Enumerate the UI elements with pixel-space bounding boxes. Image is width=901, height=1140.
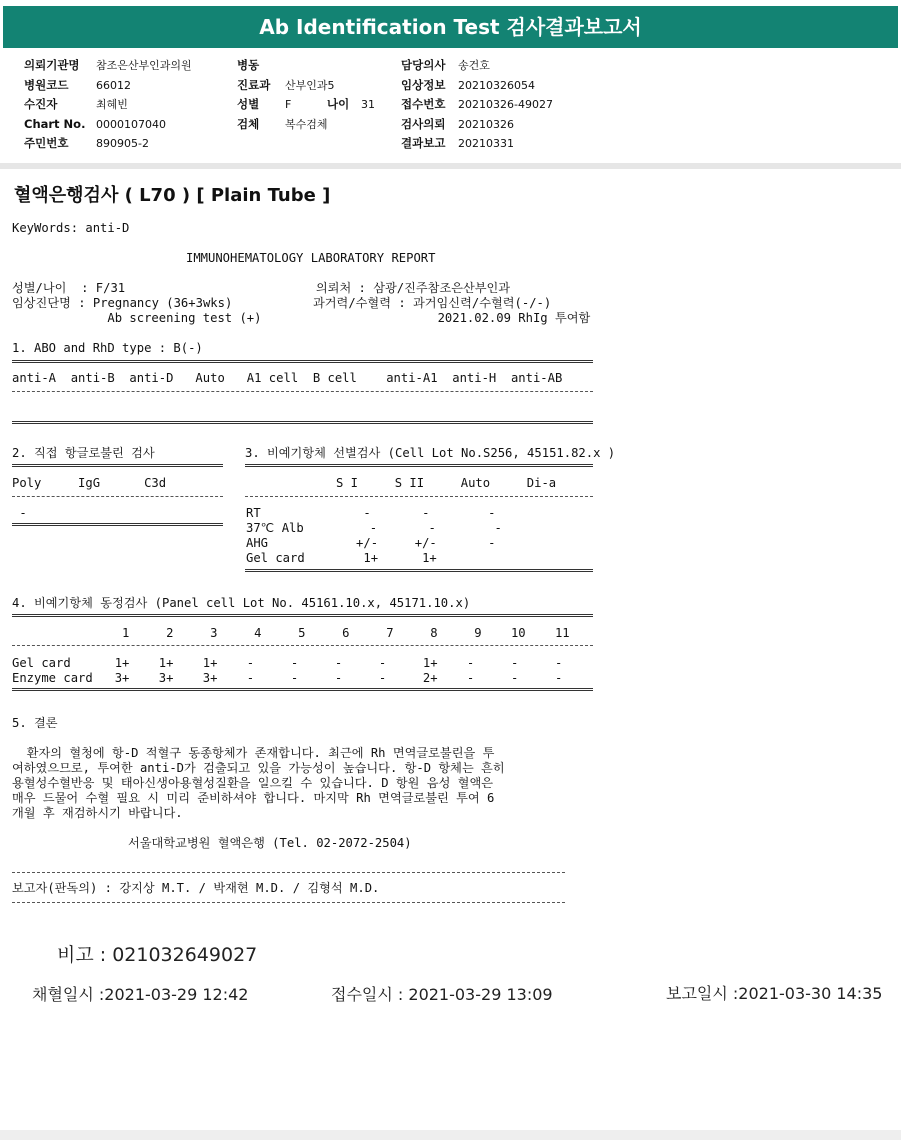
field-value: 산부인과5	[285, 78, 335, 92]
panel-row: Gel card 1+ 1+ 1+ - - - - 1+ - - -	[12, 656, 563, 670]
field-value: F	[285, 98, 292, 111]
patient-info-col2	[237, 56, 375, 134]
divider	[245, 464, 593, 467]
reported-time: 보고일시 :2021-03-30 14:35	[666, 984, 883, 1003]
abo-title: 1. ABO and RhD type : B(-)	[12, 341, 203, 355]
field-label: 검체	[237, 116, 260, 131]
divider	[12, 614, 593, 617]
conclusion-line: 매우 드물어 수혈 필요 시 미리 준비하셔야 합니다. 마지막 Rh 면역글로불린 투여 6	[12, 791, 495, 805]
bottom-bar	[0, 1130, 901, 1140]
age-label: 나이	[327, 97, 350, 111]
screen-row: AHG +/- +/- -	[246, 536, 496, 550]
panel-title: 4. 비예기항체 동정검사 (Panel cell Lot No. 45161.10.x, 45171.10.x)	[12, 596, 471, 610]
field-value: 복수검체	[285, 117, 328, 131]
divider	[12, 872, 565, 873]
field-label: 성별	[237, 97, 260, 111]
conclusion-line: 용혈성수혈반응 및 태아신생아용혈성질환을 일으킬 수 있습니다. D 항원 음성 혈액은	[12, 776, 493, 790]
field-label: 검사의뢰	[401, 116, 446, 131]
field-value: 20210326054	[458, 78, 535, 92]
divider	[12, 464, 223, 467]
field-value: 66012	[96, 78, 131, 92]
report-header	[0, 0, 901, 57]
lab-title: IMMUNOHEMATOLOGY LABORATORY REPORT	[186, 251, 436, 265]
field-value: 20210326-49027	[458, 98, 553, 111]
divider	[12, 645, 593, 646]
field-value: 890905-2	[96, 137, 149, 150]
conclusion-line: 개월 후 재검하시기 바랍니다.	[12, 806, 183, 820]
divider	[12, 688, 593, 691]
collected-time: 채혈일시 :2021-03-29 12:42	[32, 985, 249, 1004]
field-label: 접수번호	[401, 97, 446, 111]
conclusion-line: 여하였으므로, 투여한 anti-D가 검출되고 있을 가능성이 높습니다. 항-D 항체는 흔히	[12, 761, 505, 775]
field-value: 최혜빈	[96, 98, 128, 111]
divider	[12, 902, 565, 903]
screen-row: RT - - -	[246, 506, 496, 520]
field-label: 결과보고	[401, 136, 446, 150]
divider	[12, 421, 593, 424]
received-time: 접수일시 : 2021-03-29 13:09	[331, 985, 553, 1004]
field-label: 주민번호	[24, 136, 69, 150]
age-value: 31	[361, 98, 375, 111]
dat-title: 2. 직접 항글로불린 검사	[12, 446, 155, 460]
field-label: 병원코드	[24, 77, 69, 92]
patient-info-col3	[401, 56, 553, 154]
info-line-3: Ab screening test (+) 2021.02.09 RhIg 투여함	[12, 311, 591, 325]
screen-row: Gel card 1+ 1+	[246, 551, 437, 565]
field-value: 송건호	[458, 59, 490, 72]
field-value: 0000107040	[96, 117, 166, 131]
panel-header: 1 2 3 4 5 6 7 8 9 10 11	[12, 626, 570, 640]
divider	[12, 391, 593, 392]
conclusion-title: 5. 결론	[12, 716, 58, 730]
divider	[12, 360, 593, 363]
patient-info-col1	[24, 56, 192, 154]
field-label: 임상정보	[401, 77, 446, 92]
field-label: 진료과	[237, 77, 271, 92]
screen-header: S I S II Auto Di-a	[336, 476, 557, 490]
info-line-1: 성별/나이 : F/31 의뢰처 : 삼광/진주참조은산부인과	[12, 281, 511, 295]
field-label: Chart No.	[24, 116, 86, 131]
header-divider	[0, 163, 901, 169]
dat-header: Poly IgG C3d	[12, 476, 167, 490]
field-value: 참조은산부인과의원	[96, 59, 192, 72]
field-value: 20210326	[458, 117, 514, 131]
divider	[245, 569, 593, 572]
divider	[12, 523, 223, 526]
keywords: KeyWords: anti-D	[12, 221, 130, 235]
screen-title: 3. 비예기항체 선별검사 (Cell Lot No.S256, 45151.82.x )	[245, 446, 616, 460]
memo: 비고 : 021032649027	[57, 944, 258, 966]
abo-header: anti-A anti-B anti-D Auto A1 cell B cell anti-A1 anti-H anti-AB	[12, 371, 563, 385]
field-label: 의뢰기관명	[24, 58, 80, 72]
hospital-contact: 서울대학교병원 혈액은행 (Tel. 02-2072-2504)	[128, 836, 412, 850]
field-label: 담당의사	[401, 58, 446, 72]
divider	[245, 496, 593, 497]
conclusion-line: 환자의 혈청에 항-D 적혈구 동종항체가 존재합니다. 최근에 Rh 면역글로불린을 투	[12, 746, 495, 760]
field-value: 20210331	[458, 137, 514, 150]
report-title: Ab Identification Test 검사결과보고서	[3, 6, 898, 48]
reporter-line: 보고자(판독의) : 강지상 M.T. / 박재현 M.D. / 김형석 M.D.	[12, 881, 380, 895]
screen-row: 37℃ Alb - - -	[246, 521, 502, 535]
divider	[12, 496, 223, 497]
dat-value: -	[12, 506, 27, 520]
section-title: 혈액은행검사 ( L70 ) [ Plain Tube ]	[14, 185, 331, 206]
field-label: 수진자	[24, 97, 58, 111]
field-label: 병동	[237, 58, 260, 72]
info-line-2: 임상진단명 : Pregnancy (36+3wks) 과거력/수혈력 : 과거임신력/수혈력(-/-)	[12, 296, 552, 310]
panel-row: Enzyme card 3+ 3+ 3+ - - - - 2+ - - -	[12, 671, 563, 685]
